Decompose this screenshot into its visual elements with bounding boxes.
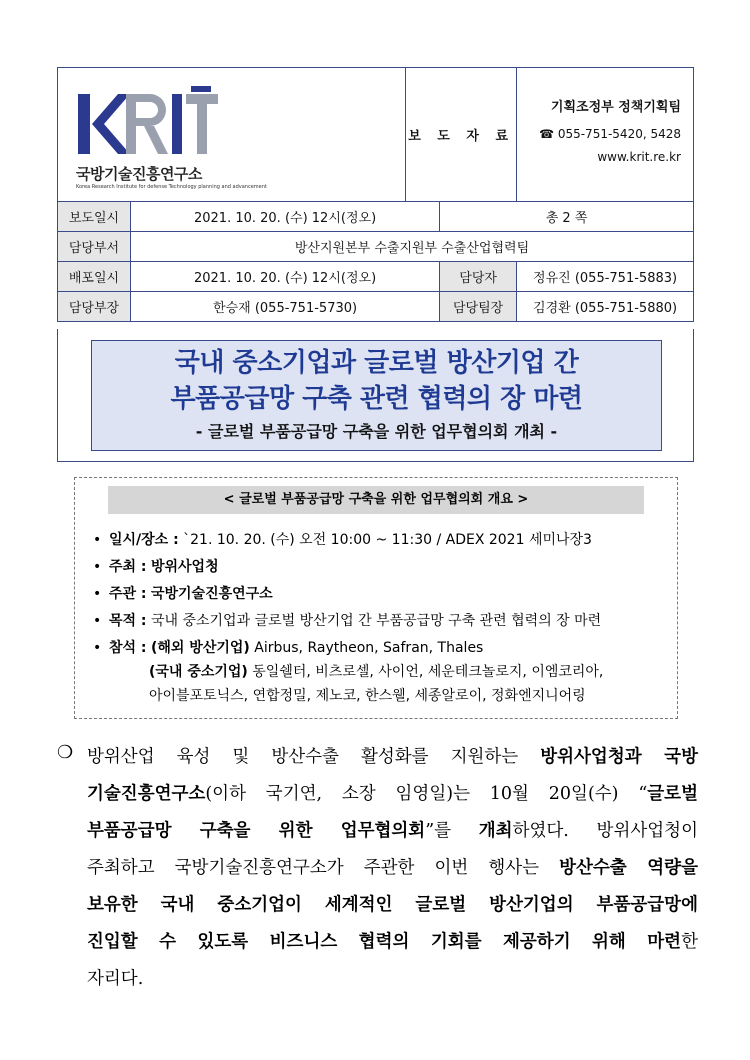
summary-title: < 글로벌 부품공급망 구축을 위한 업무협의회 개요 >: [108, 486, 644, 514]
summary-item-value: 국방기술진흥연구소: [150, 586, 273, 602]
contact-website[interactable]: www.krit.re.kr: [597, 150, 681, 164]
team-lead-label: 담당팀장: [440, 292, 517, 322]
logo-org-name: 국방기술진흥연구소: [76, 165, 202, 183]
summary-item-value: 방위사업청: [150, 559, 219, 575]
headline-section: [57, 329, 694, 462]
summary-item-label: 일시/장소 :: [109, 532, 179, 548]
summary-item-label: 주최 :: [109, 559, 147, 575]
contact-team: 기획조정부 정책기획팀: [550, 100, 681, 115]
contact-cell: [517, 68, 694, 202]
logo-org-subtitle: Korea Research Institute for defense Technology planning and advancement: [76, 184, 267, 190]
press-release-title: 보 도 자 료: [406, 68, 517, 202]
paragraph-line: 보유한 국내 중소기업이 세계적인 글로벌 방산기업의 부품공급망에: [87, 895, 698, 915]
distribution-date-label: 배포일시: [58, 262, 131, 292]
contact-phone: ☎ 055-751-5420, 5428: [539, 127, 681, 141]
paragraph-bullet-icon: ❍: [57, 742, 74, 763]
manager-value: 한승재 (055-751-5730): [131, 292, 440, 322]
paragraph-line: 자리다.: [87, 969, 144, 989]
summary-item-value: `21. 10. 20. (수) 오전 10:00 ~ 11:30 / ADEX 2021 세미나장3: [183, 532, 592, 548]
team-lead-value: 김경환 (055-751-5880): [517, 292, 694, 322]
summary-item-label: 참석 :: [109, 640, 147, 656]
paragraph-line: 부품공급망 구축을 위한 업무협의회”를 개최하였다. 방위사업청이: [87, 821, 698, 841]
summary-box: [74, 477, 678, 719]
paragraph-line: 방위산업 육성 및 방산수출 활성화를 지원하는 방위사업청과 국방: [87, 747, 698, 767]
contact-person-label: 담당자: [440, 262, 517, 292]
summary-item-label: 주관 :: [109, 586, 147, 602]
attendees-overseas-label: (해외 방산기업): [150, 640, 250, 656]
krit-logo-icon: [78, 86, 218, 161]
logo-cell: [58, 68, 406, 202]
manager-label: 담당부장: [58, 292, 131, 322]
summary-item-domestic: [149, 661, 603, 681]
distribution-date-value: 2021. 10. 20. (수) 12시(정오): [131, 262, 440, 292]
department-label: 담당부서: [58, 232, 131, 262]
press-header-table: [57, 67, 694, 322]
attendees-domestic-line-1: 동일쉘터, 비츠로셀, 사이언, 세운테크놀로지, 이엠코리아,: [252, 664, 604, 680]
attendees-domestic-label: (국내 중소기업): [149, 664, 248, 680]
summary-item-value: 국내 중소기업과 글로벌 방산기업 간 부품공급망 구축 관련 협력의 장 마련: [150, 613, 602, 629]
department-value: 방산지원본부 수출지원부 수출산업협력팀: [131, 232, 694, 262]
summary-item-organizer: • 주관 : 국방기술진흥연구소: [93, 586, 273, 602]
paragraph-line: 주최하고 국방기술진흥연구소가 주관한 이번 행사는 방산수출 역량을: [87, 858, 698, 878]
summary-item-datetime: • 일시/장소 : `21. 10. 20. (수) 오전 10:00 ~ 11:30 / ADEX 2021 세미나장3: [93, 532, 592, 548]
summary-item-domestic-cont: [149, 685, 586, 705]
contact-person-value: 정유진 (055-751-5883): [517, 262, 694, 292]
paragraph-line: 진입할 수 있도록 비즈니스 협력의 기회를 제공하기 위해 마련한: [87, 932, 698, 952]
summary-item-purpose: • 목적 : 국내 중소기업과 글로벌 방산기업 간 부품공급망 구축 관련 협력의 장 마련: [93, 613, 602, 629]
headline-subtitle: - 글로벌 부품공급망 구축을 위한 업무협의회 개최 -: [195, 422, 558, 441]
report-date-value: 2021. 10. 20. (수) 12시(정오): [131, 202, 440, 232]
attendees-domestic-line-2: 아이블포토닉스, 연합정밀, 제노코, 한스웰, 세종알로이, 정화엔지니어링: [149, 688, 586, 704]
headline-line-2: 부품공급망 구축 관련 협력의 장 마련: [170, 384, 583, 414]
page-count: 총 2 쪽: [440, 202, 694, 232]
paragraph-line: 기술진흥연구소(이하 국기연, 소장 임영일)는 10월 20일(수) “글로벌: [87, 784, 698, 804]
headline-box: [91, 340, 662, 451]
report-date-label: 보도일시: [58, 202, 131, 232]
attendees-overseas-value: Airbus, Raytheon, Safran, Thales: [254, 640, 484, 656]
summary-item-host: • 주최 : 방위사업청: [93, 559, 219, 575]
summary-item-attendees: • 참석 : (해외 방산기업) Airbus, Raytheon, Safran, Thales: [93, 640, 484, 656]
summary-item-label: 목적 :: [109, 613, 147, 629]
headline-line-1: 국내 중소기업과 글로벌 방산기업 간: [174, 348, 579, 378]
